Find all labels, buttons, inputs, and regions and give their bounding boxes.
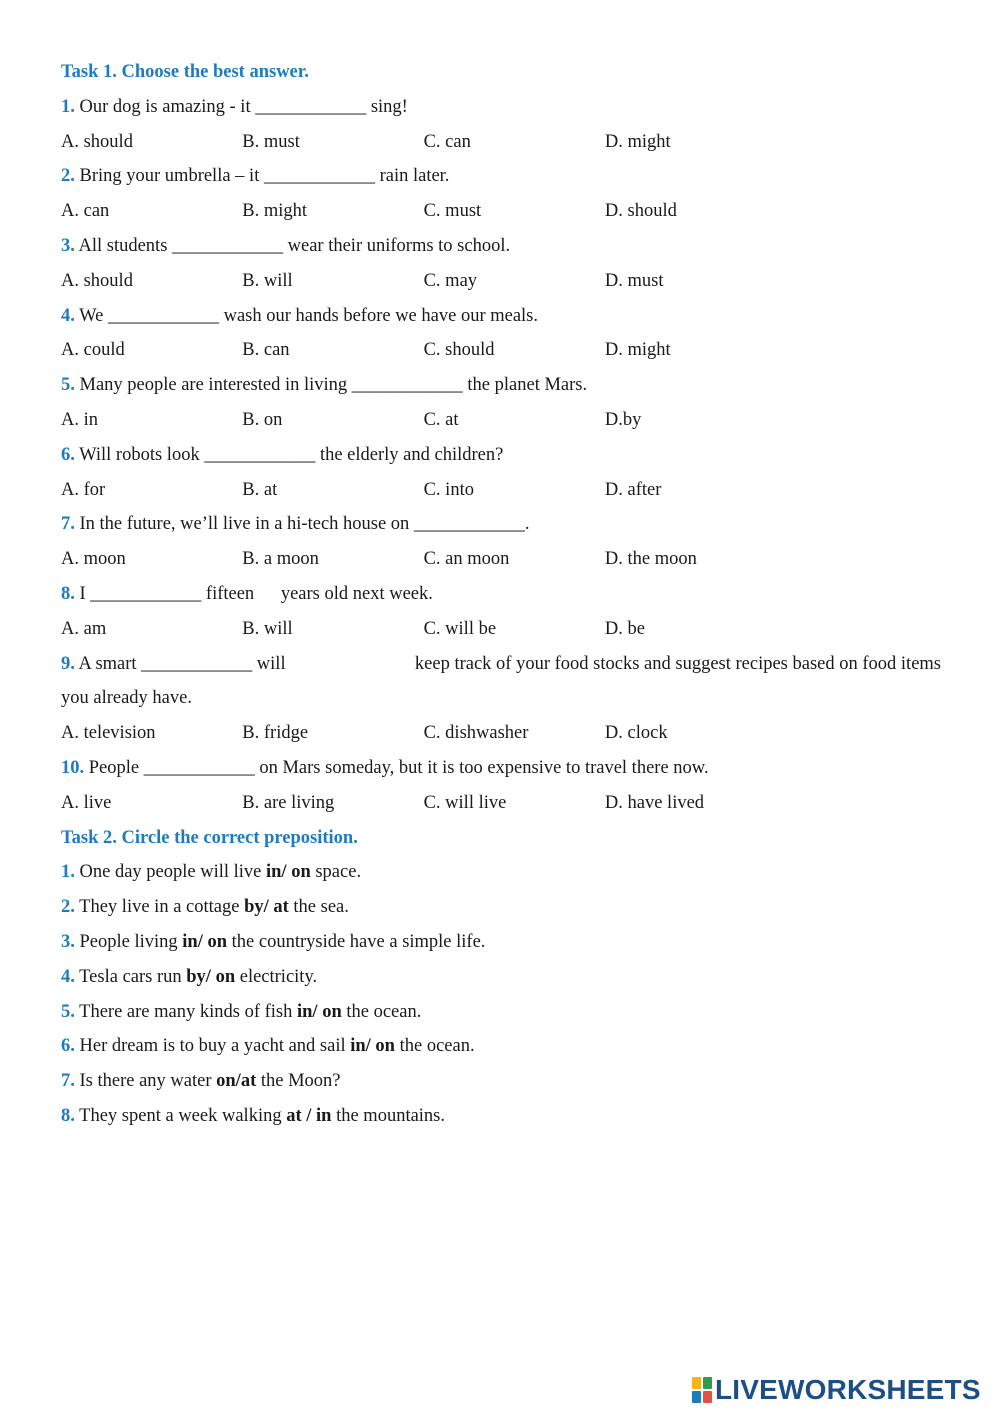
preposition-choice[interactable]: at / in — [286, 1105, 332, 1126]
question-text: In the future, we’ll live in a hi-tech house on ____________. — [79, 514, 530, 535]
question-text-continued: years old next week. — [280, 583, 433, 604]
options-10 — [61, 786, 951, 821]
question-text: Bring your umbrella – it ____________ rain later. — [79, 166, 450, 187]
question-text: People ____________ on Mars someday, but it is too expensive to travel there now. — [88, 757, 709, 778]
option-c[interactable]: C. may — [423, 270, 478, 291]
item-text-before: They live in a cottage — [79, 897, 240, 918]
option-d[interactable]: D. clock — [604, 723, 668, 744]
question-number: 3. — [61, 235, 75, 256]
question-number: 5. — [61, 375, 75, 396]
question-number: 6. — [61, 444, 75, 465]
preposition-choice[interactable]: in/ on — [182, 931, 228, 952]
question-9 — [61, 647, 941, 682]
option-b[interactable]: B. will — [242, 618, 293, 639]
logo-square-red — [703, 1391, 712, 1403]
question-text: I ____________ fifteen — [79, 583, 255, 604]
question-number: 9. — [61, 653, 75, 674]
preposition-choice[interactable]: in/ on — [350, 1036, 395, 1057]
question-2 — [61, 159, 951, 194]
item-text-before: Tesla cars run — [79, 966, 182, 987]
item-number: 5. — [61, 1001, 75, 1022]
item-text-after: the ocean. — [399, 1036, 475, 1057]
item-text-before: There are many kinds of fish — [79, 1001, 293, 1022]
preposition-item-5 — [61, 995, 951, 1030]
preposition-item-2 — [61, 890, 951, 925]
preposition-choice[interactable]: by/ on — [186, 966, 236, 987]
question-text: Many people are interested in living ____________ the planet Mars. — [79, 375, 588, 396]
question-text: We ____________ wash our hands before we have our meals. — [79, 305, 539, 326]
option-d[interactable]: D. might — [604, 131, 671, 152]
item-text-after: the Moon? — [260, 1071, 341, 1092]
question-5 — [61, 368, 951, 403]
option-d[interactable]: D. might — [604, 340, 671, 361]
item-text-before: People living — [79, 931, 178, 952]
option-a[interactable]: A. am — [61, 618, 107, 639]
option-a[interactable]: A. live — [61, 792, 112, 813]
question-number: 7. — [61, 514, 75, 535]
question-8 — [61, 577, 951, 612]
item-number: 6. — [61, 1036, 75, 1057]
item-text-after: electricity. — [239, 966, 318, 987]
option-c[interactable]: C. into — [423, 479, 474, 500]
question-number: 1. — [61, 96, 75, 117]
option-a[interactable]: A. in — [61, 409, 98, 430]
item-text-before: Her dream is to buy a yacht and sail — [79, 1036, 346, 1057]
option-a[interactable]: A. moon — [61, 549, 126, 570]
item-number: 2. — [61, 897, 75, 918]
preposition-item-6 — [61, 1029, 951, 1064]
logo-text: LIVEWORKSHEETS — [715, 1374, 981, 1405]
item-text-after: the sea. — [293, 897, 349, 918]
question-9-wrap: you already have. — [61, 688, 192, 709]
option-d[interactable]: D.by — [604, 409, 642, 430]
option-b[interactable]: B. fridge — [242, 723, 309, 744]
option-b[interactable]: B. at — [242, 479, 278, 500]
option-c[interactable]: C. should — [423, 340, 495, 361]
option-d[interactable]: D. after — [604, 479, 662, 500]
item-text-before: They spent a week walking — [79, 1105, 282, 1126]
options-8 — [61, 612, 951, 647]
question-10 — [61, 751, 951, 786]
logo-square-blue — [692, 1391, 701, 1403]
option-d[interactable]: D. should — [604, 201, 677, 222]
option-a[interactable]: A. could — [61, 340, 125, 361]
option-c[interactable]: C. must — [423, 201, 482, 222]
option-b[interactable]: B. will — [242, 270, 293, 291]
question-6 — [61, 438, 951, 473]
option-c[interactable]: C. will live — [423, 792, 507, 813]
preposition-choice[interactable]: by/ at — [244, 897, 289, 918]
item-number: 4. — [61, 966, 75, 987]
option-c[interactable]: C. at — [423, 409, 459, 430]
question-text: Will robots look ____________ the elderly and children? — [79, 444, 504, 465]
option-b[interactable]: B. a moon — [242, 549, 319, 570]
task2-heading: Task 2. Circle the correct preposition. — [61, 827, 358, 848]
logo-square-green — [703, 1377, 712, 1389]
preposition-choice[interactable]: in/ on — [266, 862, 311, 883]
options-1 — [61, 125, 951, 160]
question-text: A smart ____________ will — [78, 653, 286, 674]
question-number: 10. — [61, 757, 85, 778]
logo-square-yellow — [692, 1377, 701, 1389]
question-text-continued: keep track of your food stocks and suggest recipes based on food items — [414, 653, 941, 674]
option-d[interactable]: D. must — [604, 270, 664, 291]
option-b[interactable]: B. must — [242, 131, 300, 152]
question-4 — [61, 299, 951, 334]
preposition-choice[interactable]: on/at — [216, 1071, 257, 1092]
item-text-after: the countryside have a simple life. — [231, 931, 486, 952]
option-c[interactable]: C. will be — [423, 618, 497, 639]
option-b[interactable]: B. are living — [242, 792, 335, 813]
option-c[interactable]: C. can — [423, 131, 471, 152]
question-1 — [61, 90, 951, 125]
preposition-item-3 — [61, 925, 951, 960]
liveworksheets-logo[interactable] — [692, 1374, 981, 1406]
option-a[interactable]: A. for — [61, 479, 106, 500]
option-a[interactable]: A. can — [61, 201, 110, 222]
item-number: 7. — [61, 1071, 75, 1092]
preposition-item-1 — [61, 855, 951, 890]
options-7 — [61, 542, 951, 577]
question-3 — [61, 229, 951, 264]
item-text-after: the mountains. — [336, 1105, 446, 1126]
options-9 — [61, 716, 951, 751]
option-a[interactable]: A. television — [61, 723, 156, 744]
worksheet — [61, 55, 951, 1134]
options-6 — [61, 473, 951, 508]
option-d[interactable]: D. be — [604, 618, 645, 639]
options-3 — [61, 264, 951, 299]
option-b[interactable]: B. might — [242, 201, 308, 222]
item-number: 8. — [61, 1105, 75, 1126]
question-number: 4. — [61, 305, 75, 326]
preposition-item-4 — [61, 960, 951, 995]
options-2 — [61, 194, 951, 229]
question-text: All students ____________ wear their uniforms to school. — [78, 235, 511, 256]
liveworksheets-logo-icon — [692, 1377, 712, 1403]
question-number: 8. — [61, 583, 75, 604]
option-d[interactable]: D. have lived — [604, 792, 705, 813]
option-d[interactable]: D. the moon — [604, 549, 697, 570]
option-c[interactable]: C. dishwasher — [423, 723, 529, 744]
question-text: Our dog is amazing - it ____________ sing! — [79, 96, 408, 117]
question-number: 2. — [61, 166, 75, 187]
option-a[interactable]: A. should — [61, 270, 133, 291]
options-4 — [61, 333, 951, 368]
item-text-after: space. — [315, 862, 362, 883]
preposition-choice[interactable]: in/ on — [297, 1001, 342, 1022]
option-a[interactable]: A. should — [61, 131, 133, 152]
preposition-item-8 — [61, 1099, 951, 1134]
option-b[interactable]: B. can — [242, 340, 290, 361]
item-number: 3. — [61, 931, 75, 952]
options-5 — [61, 403, 951, 438]
item-text-after: the ocean. — [346, 1001, 422, 1022]
option-c[interactable]: C. an moon — [423, 549, 510, 570]
item-number: 1. — [61, 862, 75, 883]
option-b[interactable]: B. on — [242, 409, 283, 430]
question-7 — [61, 507, 951, 542]
task1-heading: Task 1. Choose the best answer. — [61, 62, 309, 82]
item-text-before: Is there any water — [79, 1071, 212, 1092]
preposition-item-7 — [61, 1064, 951, 1099]
item-text-before: One day people will live — [79, 862, 262, 883]
